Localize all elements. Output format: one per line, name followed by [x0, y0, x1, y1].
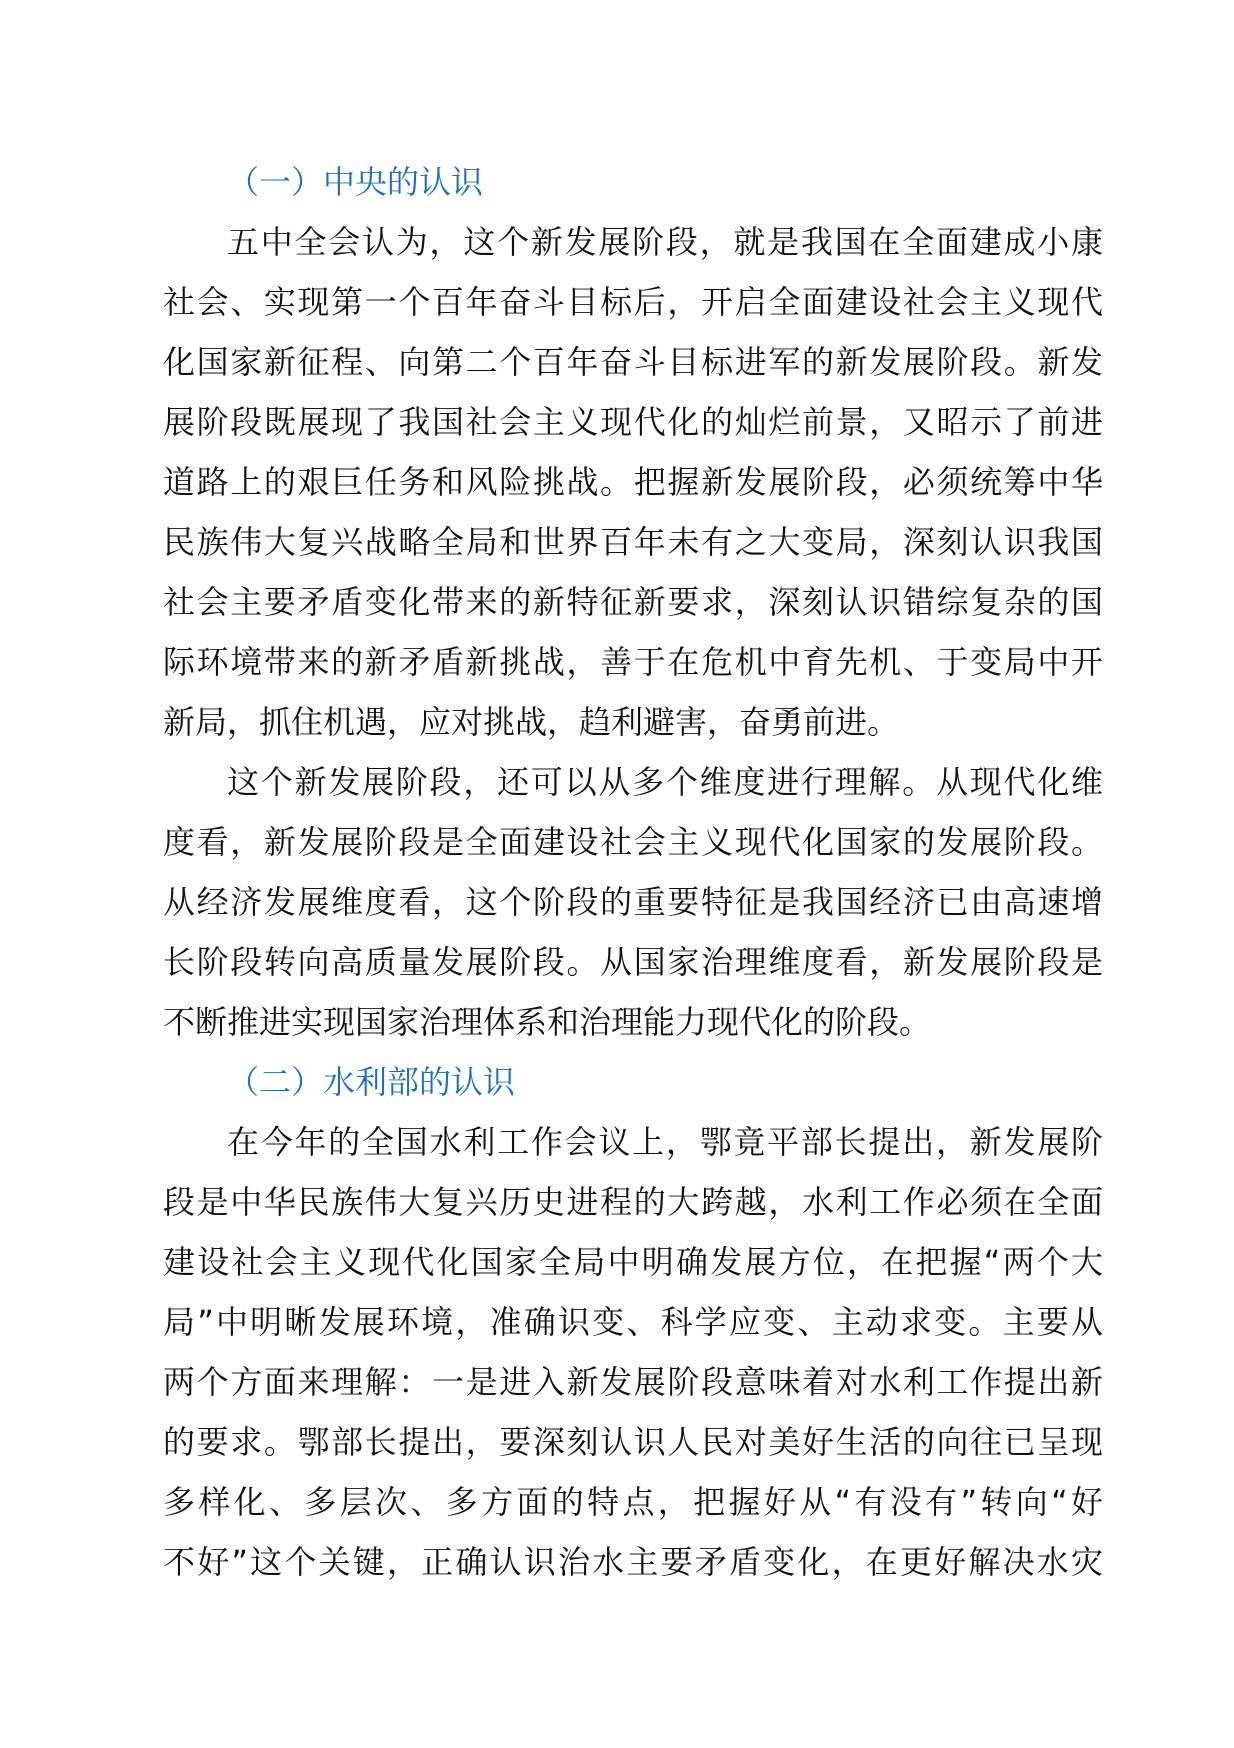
paragraph-central-2 — [163, 752, 1103, 1052]
text-line: 不好”这个关键，正确认识治水主要矛盾变化，在更好解决水灾 — [163, 1543, 1103, 1581]
text-line: 际环境带来的新矛盾新挑战，善于在危机中育先机、于变局中开 — [163, 643, 1103, 681]
text-line: 五中全会认为，这个新发展阶段，就是我国在全面建成小康 — [227, 223, 1103, 261]
text-line: 局”中明晰发展环境，准确识变、科学应变、主动求变。主要从 — [163, 1303, 1103, 1341]
text-line: 两个方面来理解：一是进入新发展阶段意味着对水利工作提出新 — [163, 1363, 1103, 1401]
text-line: 多样化、多层次、多方面的特点，把握好从“有没有”转向“好 — [163, 1483, 1103, 1521]
text-line: 这个新发展阶段，还可以从多个维度进行理解。从现代化维 — [227, 763, 1103, 801]
text-line: 新局，抓住机遇，应对挑战，趋利避害，奋勇前进。 — [163, 703, 900, 741]
section-heading-ministry: （二）水利部的认识 — [227, 1063, 516, 1101]
text-line: 段是中华民族伟大复兴历史进程的大跨越，水利工作必须在全面 — [163, 1183, 1103, 1221]
text-line: 社会主要矛盾变化带来的新特征新要求，深刻认识错综复杂的国 — [163, 583, 1103, 621]
text-line: 社会、实现第一个百年奋斗目标后，开启全面建设社会主义现代 — [163, 283, 1103, 321]
text-line: 在今年的全国水利工作会议上，鄂竟平部长提出，新发展阶 — [227, 1123, 1103, 1161]
text-line: 从经济发展维度看，这个阶段的重要特征是我国经济已由高速增 — [163, 883, 1103, 921]
section-heading-central: （一）中央的认识 — [227, 163, 484, 201]
text-line: 不断推进实现国家治理体系和治理能力现代化的阶段。 — [163, 1003, 932, 1041]
text-line: 度看，新发展阶段是全面建设社会主义现代化国家的发展阶段。 — [163, 823, 1103, 861]
text-line: 民族伟大复兴战略全局和世界百年未有之大变局，深刻认识我国 — [163, 523, 1103, 561]
document-page — [163, 152, 1103, 1592]
text-line: 长阶段转向高质量发展阶段。从国家治理维度看，新发展阶段是 — [163, 943, 1103, 981]
text-line: 的要求。鄂部长提出，要深刻认识人民对美好生活的向往已呈现 — [163, 1423, 1103, 1461]
text-line: 道路上的艰巨任务和风险挑战。把握新发展阶段，必须统筹中华 — [163, 463, 1103, 501]
paragraph-central-1 — [163, 212, 1103, 752]
text-line: 建设社会主义现代化国家全局中明确发展方位，在把握“两个大 — [163, 1243, 1103, 1281]
text-line: 化国家新征程、向第二个百年奋斗目标进军的新发展阶段。新发 — [163, 343, 1103, 381]
paragraph-ministry-1 — [163, 1112, 1103, 1592]
text-line: 展阶段既展现了我国社会主义现代化的灿烂前景，又昭示了前进 — [163, 403, 1103, 441]
